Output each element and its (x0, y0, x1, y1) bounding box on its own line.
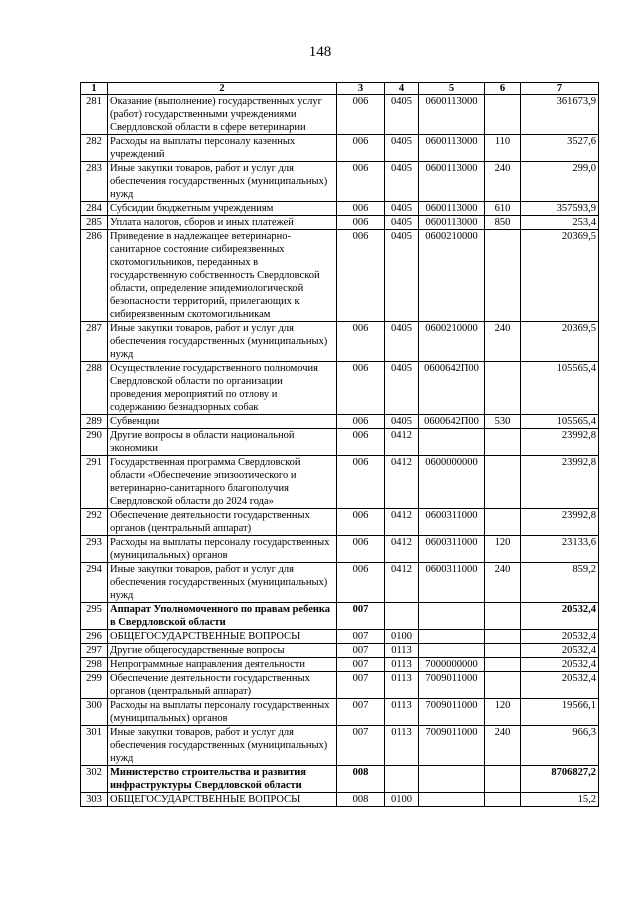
section-code-cell: 0100 (385, 793, 419, 807)
target-code-cell: 0600113000 (419, 216, 485, 230)
ministry-code-cell: 008 (337, 766, 385, 793)
table-row (81, 230, 599, 322)
ministry-code-cell: 007 (337, 658, 385, 672)
ministry-code-cell: 006 (337, 216, 385, 230)
section-code-cell: 0405 (385, 362, 419, 415)
section-code-cell: 0412 (385, 429, 419, 456)
amount-cell: 357593,9 (521, 202, 599, 216)
row-name-cell: Уплата налогов, сборов и иных платежей (108, 216, 337, 230)
row-number-cell: 293 (81, 536, 108, 563)
target-code-cell: 0600210000 (419, 322, 485, 362)
section-code-cell: 0405 (385, 135, 419, 162)
expense-type-cell (485, 456, 521, 509)
row-name-cell: Иные закупки товаров, работ и услуг для обеспечения государственных (муниципальных) нужд (108, 322, 337, 362)
ministry-code-cell: 006 (337, 162, 385, 202)
target-code-cell (419, 644, 485, 658)
table-row (81, 726, 599, 766)
budget-table (80, 82, 599, 807)
amount-cell: 20532,4 (521, 603, 599, 630)
ministry-code-cell: 006 (337, 322, 385, 362)
target-code-cell: 7009011000 (419, 726, 485, 766)
target-code-cell (419, 793, 485, 807)
amount-cell: 20369,5 (521, 230, 599, 322)
page-number: 148 (308, 44, 332, 60)
table-row (81, 216, 599, 230)
table-row (81, 162, 599, 202)
amount-cell: 15,2 (521, 793, 599, 807)
expense-type-cell (485, 658, 521, 672)
header-cell: 7 (521, 83, 599, 95)
table-row (81, 322, 599, 362)
expense-type-cell: 240 (485, 162, 521, 202)
table-row (81, 563, 599, 603)
row-number-cell: 303 (81, 793, 108, 807)
section-code-cell (385, 766, 419, 793)
amount-cell: 20532,4 (521, 644, 599, 658)
header-row (81, 83, 599, 95)
amount-cell: 20532,4 (521, 630, 599, 644)
target-code-cell: 0600311000 (419, 509, 485, 536)
ministry-code-cell: 007 (337, 603, 385, 630)
table-row (81, 415, 599, 429)
amount-cell: 23992,8 (521, 456, 599, 509)
table-row (81, 429, 599, 456)
ministry-code-cell: 007 (337, 630, 385, 644)
row-number-cell: 294 (81, 563, 108, 603)
ministry-code-cell: 006 (337, 202, 385, 216)
section-code-cell: 0113 (385, 672, 419, 699)
amount-cell: 361673,9 (521, 95, 599, 135)
amount-cell: 20369,5 (521, 322, 599, 362)
target-code-cell (419, 429, 485, 456)
target-code-cell: 0600210000 (419, 230, 485, 322)
section-code-cell: 0113 (385, 658, 419, 672)
row-name-cell: Министерство строительства и развития инфраструктуры Свердловской области (108, 766, 337, 793)
ministry-code-cell: 006 (337, 135, 385, 162)
header-cell: 3 (337, 83, 385, 95)
row-number-cell: 285 (81, 216, 108, 230)
expense-type-cell: 850 (485, 216, 521, 230)
amount-cell: 8706827,2 (521, 766, 599, 793)
amount-cell: 105565,4 (521, 415, 599, 429)
row-number-cell: 286 (81, 230, 108, 322)
section-code-cell: 0405 (385, 415, 419, 429)
table-row (81, 603, 599, 630)
amount-cell: 105565,4 (521, 362, 599, 415)
target-code-cell: 0600642П00 (419, 415, 485, 429)
table-body (81, 95, 599, 807)
expense-type-cell (485, 672, 521, 699)
expense-type-cell (485, 429, 521, 456)
row-name-cell: Субсидии бюджетным учреждениям (108, 202, 337, 216)
row-number-cell: 296 (81, 630, 108, 644)
target-code-cell: 0600113000 (419, 135, 485, 162)
target-code-cell: 0600311000 (419, 536, 485, 563)
row-name-cell: Другие вопросы в области национальной экономики (108, 429, 337, 456)
section-code-cell: 0405 (385, 322, 419, 362)
target-code-cell: 0600000000 (419, 456, 485, 509)
row-number-cell: 281 (81, 95, 108, 135)
expense-type-cell (485, 766, 521, 793)
row-number-cell: 290 (81, 429, 108, 456)
expense-type-cell (485, 630, 521, 644)
ministry-code-cell: 006 (337, 415, 385, 429)
table-row (81, 135, 599, 162)
table-row (81, 456, 599, 509)
ministry-code-cell: 007 (337, 726, 385, 766)
row-number-cell: 289 (81, 415, 108, 429)
row-number-cell: 295 (81, 603, 108, 630)
row-name-cell: Другие общегосударственные вопросы (108, 644, 337, 658)
row-number-cell: 292 (81, 509, 108, 536)
row-name-cell: Иные закупки товаров, работ и услуг для обеспечения государственных (муниципальных) нужд (108, 162, 337, 202)
section-code-cell: 0412 (385, 563, 419, 603)
header-cell: 4 (385, 83, 419, 95)
row-name-cell: Субвенции (108, 415, 337, 429)
target-code-cell: 0600113000 (419, 202, 485, 216)
ministry-code-cell: 006 (337, 563, 385, 603)
amount-cell: 20532,4 (521, 658, 599, 672)
section-code-cell: 0405 (385, 216, 419, 230)
row-name-cell: Приведение в надлежащее ветеринарно-санитарное состояние сибиреязвенных скотомогильников, переданных в государственную собственность Свердловской области, определение эпидемиологической безопасности территорий, прилегающих к сибиреязвенным скотомогильникам (108, 230, 337, 322)
amount-cell: 23992,8 (521, 429, 599, 456)
section-code-cell: 0412 (385, 536, 419, 563)
table-row (81, 658, 599, 672)
row-name-cell: Обеспечение деятельности государственных органов (центральный аппарат) (108, 509, 337, 536)
section-code-cell: 0405 (385, 230, 419, 322)
section-code-cell: 0405 (385, 202, 419, 216)
row-number-cell: 287 (81, 322, 108, 362)
table-row (81, 699, 599, 726)
table-row (81, 362, 599, 415)
ministry-code-cell: 007 (337, 644, 385, 658)
expense-type-cell (485, 230, 521, 322)
expense-type-cell (485, 603, 521, 630)
section-code-cell: 0113 (385, 726, 419, 766)
amount-cell: 253,4 (521, 216, 599, 230)
section-code-cell (385, 603, 419, 630)
header-cell: 6 (485, 83, 521, 95)
section-code-cell: 0412 (385, 456, 419, 509)
amount-cell: 966,3 (521, 726, 599, 766)
section-code-cell: 0113 (385, 699, 419, 726)
table-row (81, 766, 599, 793)
row-name-cell: Государственная программа Свердловской области «Обеспечение эпизоотического и ветеринарно-санитарного благополучия Свердловской области до 2024 года» (108, 456, 337, 509)
ministry-code-cell: 006 (337, 230, 385, 322)
section-code-cell: 0405 (385, 162, 419, 202)
expense-type-cell: 240 (485, 726, 521, 766)
ministry-code-cell: 007 (337, 699, 385, 726)
row-number-cell: 291 (81, 456, 108, 509)
row-name-cell: Аппарат Уполномоченного по правам ребенка в Свердловской области (108, 603, 337, 630)
target-code-cell (419, 630, 485, 644)
amount-cell: 23133,6 (521, 536, 599, 563)
row-name-cell: Обеспечение деятельности государственных органов (центральный аппарат) (108, 672, 337, 699)
row-number-cell: 302 (81, 766, 108, 793)
amount-cell: 20532,4 (521, 672, 599, 699)
expense-type-cell (485, 509, 521, 536)
row-number-cell: 301 (81, 726, 108, 766)
expense-type-cell: 110 (485, 135, 521, 162)
target-code-cell: 0600113000 (419, 95, 485, 135)
section-code-cell: 0412 (385, 509, 419, 536)
row-name-cell: Расходы на выплаты персоналу государственных (муниципальных) органов (108, 699, 337, 726)
ministry-code-cell: 006 (337, 509, 385, 536)
section-code-cell: 0113 (385, 644, 419, 658)
expense-type-cell (485, 644, 521, 658)
row-number-cell: 297 (81, 644, 108, 658)
table-row (81, 644, 599, 658)
target-code-cell: 0600113000 (419, 162, 485, 202)
row-name-cell: ОБЩЕГОСУДАРСТВЕННЫЕ ВОПРОСЫ (108, 630, 337, 644)
header-cell: 1 (81, 83, 108, 95)
row-name-cell: Иные закупки товаров, работ и услуг для обеспечения государственных (муниципальных) нужд (108, 726, 337, 766)
target-code-cell (419, 603, 485, 630)
row-name-cell: Непрограммные направления деятельности (108, 658, 337, 672)
amount-cell: 859,2 (521, 563, 599, 603)
ministry-code-cell: 008 (337, 793, 385, 807)
table-row (81, 672, 599, 699)
header-cell: 5 (419, 83, 485, 95)
row-name-cell: ОБЩЕГОСУДАРСТВЕННЫЕ ВОПРОСЫ (108, 793, 337, 807)
amount-cell: 299,0 (521, 162, 599, 202)
table-row (81, 95, 599, 135)
section-code-cell: 0100 (385, 630, 419, 644)
amount-cell: 23992,8 (521, 509, 599, 536)
row-name-cell: Расходы на выплаты персоналу казенных учреждений (108, 135, 337, 162)
ministry-code-cell: 007 (337, 672, 385, 699)
row-number-cell: 284 (81, 202, 108, 216)
expense-type-cell: 120 (485, 699, 521, 726)
row-name-cell: Оказание (выполнение) государственных услуг (работ) государственными учреждениями Свердловской области в сфере ветеринарии (108, 95, 337, 135)
ministry-code-cell: 006 (337, 429, 385, 456)
target-code-cell: 7009011000 (419, 699, 485, 726)
ministry-code-cell: 006 (337, 456, 385, 509)
ministry-code-cell: 006 (337, 95, 385, 135)
amount-cell: 19566,1 (521, 699, 599, 726)
expense-type-cell: 610 (485, 202, 521, 216)
table-row (81, 630, 599, 644)
amount-cell: 3527,6 (521, 135, 599, 162)
expense-type-cell (485, 362, 521, 415)
target-code-cell (419, 766, 485, 793)
row-number-cell: 282 (81, 135, 108, 162)
target-code-cell: 7009011000 (419, 672, 485, 699)
header-cell: 2 (108, 83, 337, 95)
target-code-cell: 7000000000 (419, 658, 485, 672)
row-number-cell: 299 (81, 672, 108, 699)
row-name-cell: Осуществление государственного полномочия Свердловской области по организации проведения мероприятий по отлову и содержанию безнадзорных собак (108, 362, 337, 415)
ministry-code-cell: 006 (337, 362, 385, 415)
ministry-code-cell: 006 (337, 536, 385, 563)
expense-type-cell (485, 95, 521, 135)
target-code-cell: 0600642П00 (419, 362, 485, 415)
row-number-cell: 288 (81, 362, 108, 415)
expense-type-cell: 240 (485, 322, 521, 362)
table-row (81, 536, 599, 563)
row-number-cell: 298 (81, 658, 108, 672)
expense-type-cell: 530 (485, 415, 521, 429)
table-row (81, 509, 599, 536)
target-code-cell: 0600311000 (419, 563, 485, 603)
row-number-cell: 283 (81, 162, 108, 202)
row-name-cell: Расходы на выплаты персоналу государственных (муниципальных) органов (108, 536, 337, 563)
section-code-cell: 0405 (385, 95, 419, 135)
table-row (81, 793, 599, 807)
table-row (81, 202, 599, 216)
expense-type-cell: 120 (485, 536, 521, 563)
row-number-cell: 300 (81, 699, 108, 726)
expense-type-cell: 240 (485, 563, 521, 603)
row-name-cell: Иные закупки товаров, работ и услуг для обеспечения государственных (муниципальных) нужд (108, 563, 337, 603)
expense-type-cell (485, 793, 521, 807)
